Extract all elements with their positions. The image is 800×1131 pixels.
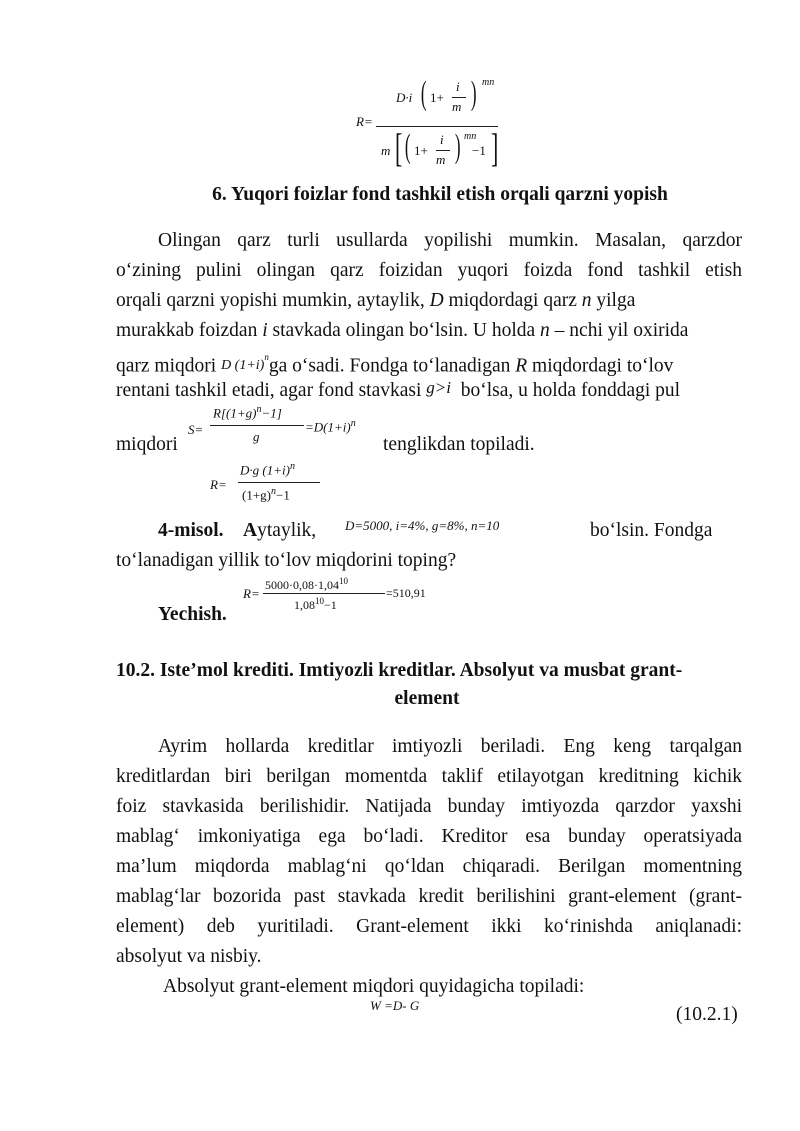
para2-line2: kreditlardan biri berilgan momentda taklif etilayotgan kreditning kichik bbox=[116, 766, 742, 787]
formula-top-m-2: m bbox=[436, 152, 446, 167]
para2-line4: mablag‘ imkoniyatiga ega bo‘ladi. Kreditor esa bunday operatsiyada bbox=[116, 826, 742, 847]
para1-line7-a: miqdori bbox=[116, 434, 178, 455]
paren-close-2: ) bbox=[454, 128, 461, 165]
solution-rhs: =510,91 bbox=[386, 586, 426, 600]
formula-R2-line bbox=[238, 482, 320, 483]
formula-top-num-a: D·i bbox=[396, 90, 413, 105]
para1-line2: o‘zining pulini olingan qarz foizidan yuqori foizda fond tashkil etish bbox=[116, 260, 742, 281]
formula-S-den: g bbox=[253, 429, 260, 444]
formula-top-lhs: R= bbox=[356, 114, 373, 129]
para3: Absolyut grant-element miqdori quyidagicha topiladi: bbox=[163, 976, 585, 997]
para2-line8: absolyut va nisbiy. bbox=[116, 946, 262, 967]
section-10-2-title-line2: element bbox=[394, 688, 460, 709]
formula-top-den-m: m bbox=[381, 143, 391, 158]
formula-S-line bbox=[210, 425, 304, 426]
paren-close: ) bbox=[470, 75, 477, 112]
formula-R2-num: D·g $(1+i)^n$ bbox=[240, 461, 295, 478]
para2-line1: Ayrim hollarda kreditlar imtiyozli beriladi. Eng keng tarqalgan bbox=[158, 736, 742, 757]
solution-label: Yechish. bbox=[158, 604, 227, 625]
formula-top-i: i bbox=[456, 79, 460, 94]
formula-S-rhs: $=D(1+i)^n$ bbox=[305, 418, 356, 435]
example4-label: 4-misol. bbox=[158, 520, 224, 541]
solution-lhs: R= bbox=[243, 586, 260, 601]
paren-open: ( bbox=[420, 75, 427, 112]
section-6-title: 6. Yuqori foizlar fond tashkil etish orqali qarzni yopish bbox=[212, 184, 668, 205]
example4-text-c: bo‘lsin. Fondga bbox=[590, 520, 713, 541]
formula-top-one: 1+ bbox=[430, 90, 444, 105]
formula-top-exp: mn bbox=[482, 77, 495, 88]
formula-top-exp-2: mn bbox=[464, 131, 477, 142]
formula-top-i-2: i bbox=[440, 132, 444, 147]
formula-top-one-2: 1+ bbox=[414, 143, 428, 158]
bracket-open: [ bbox=[394, 125, 403, 170]
para2-line3: foiz stavkasida berilishidir. Natijada bunday imtiyozda qarzdor yaxshi bbox=[116, 796, 742, 817]
para1-line4: murakkab foizdan i stavkada olingan bo‘lsin. U holda n – nchi yil oxirida bbox=[116, 320, 689, 341]
para1-line3: orqali qarzni yopishi mumkin, aytaylik, D miqdordagi qarz n yilga bbox=[116, 290, 636, 311]
formula-R2-lhs: R= bbox=[210, 477, 227, 492]
example4-line2: to‘lanadigan yillik to‘lov miqdorini toping? bbox=[116, 550, 457, 571]
bracket-close: ] bbox=[490, 125, 499, 170]
solution-den: $1,08^{10}-1$ bbox=[294, 596, 337, 612]
formula-W: W =D- G bbox=[370, 998, 420, 1013]
para2-line6: mablag‘lar bozorida past stavkada kredit berilishini grant-element (grant- bbox=[116, 886, 742, 907]
frac-line-inner-2 bbox=[436, 150, 450, 151]
para2-line5: ma’lum miqdorda mablag‘ni qo‘ldan chiqaradi. Berilgan momentning bbox=[116, 856, 742, 877]
example4-values: D=5000, i=4%, g=8%, n=10 bbox=[345, 518, 500, 533]
equation-number: (10.2.1) bbox=[676, 1004, 738, 1025]
formula-top-m: m bbox=[452, 99, 462, 114]
solution-line bbox=[263, 593, 385, 594]
formula-R2-den: $(1+g)^n-1$ bbox=[242, 486, 290, 503]
section-10-2-title-line1: 10.2. Iste’mol krediti. Imtiyozli kreditlar. Absolyut va musbat grant- bbox=[116, 660, 683, 681]
solution-num: $5000\cdot 0,08\cdot 1,04^{10}$ bbox=[265, 576, 348, 592]
para1-line5: qarz miqdori D $(1+i)^nga$ o‘sadi. Fondga to‘lanadigan R miqdordagi to‘lov bbox=[116, 352, 674, 377]
example4-line1: 4-misol. Aytaylik, bbox=[158, 520, 317, 541]
formula-S-lhs: S= bbox=[188, 422, 204, 437]
para1-line7-b: tenglikdan topiladi. bbox=[383, 434, 535, 455]
para2-line7: element) deb yuritiladi. Grant-element ikki ko‘rinishda aniqlanadi: bbox=[116, 916, 742, 937]
para1-line1: Olingan qarz turli usullarda yopilishi mumkin. Masalan, qarzdor bbox=[158, 230, 742, 251]
paren-open-2: ( bbox=[404, 128, 411, 165]
para1-line6: rentani tashkil etadi, agar fond stavkasi g>i bo‘lsa, u holda fonddagi pul bbox=[116, 378, 681, 401]
formula-S-num: $R[(1+g)^n-1]$ bbox=[213, 404, 282, 421]
formula-top-minus1: −1 bbox=[472, 143, 486, 158]
frac-line-inner bbox=[452, 97, 466, 98]
